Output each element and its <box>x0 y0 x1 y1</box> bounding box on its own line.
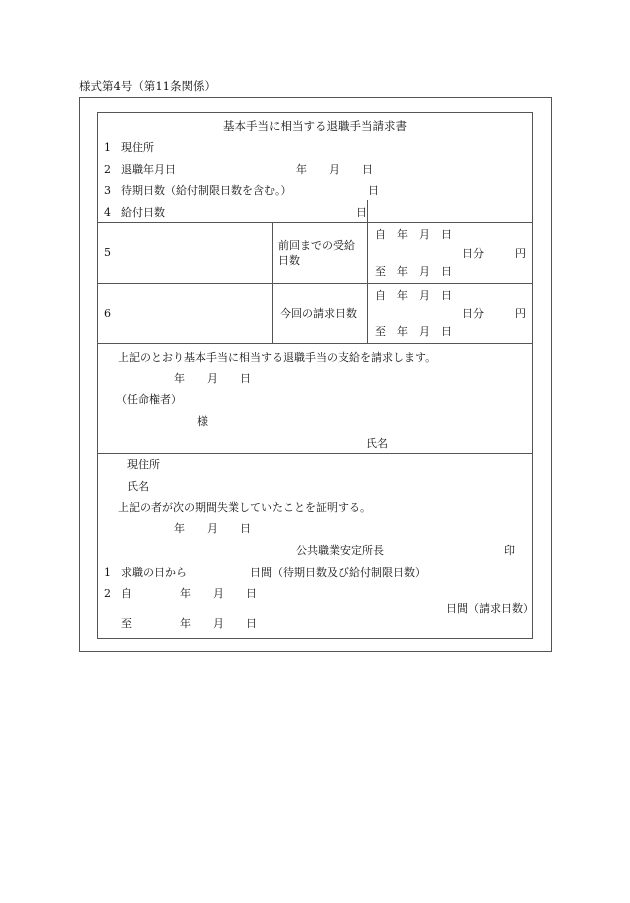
item-number: 3 <box>104 184 111 197</box>
waiting-days-unit: 日 <box>368 184 379 197</box>
period-to-date: 年 月 日 <box>180 617 257 630</box>
seal-mark: 印 <box>504 544 515 557</box>
period-from-label: 自 <box>121 587 132 600</box>
retirement-date-label: 退職年月日 <box>121 163 176 176</box>
previous-days-label-2: 日数 <box>278 254 300 267</box>
yen-unit: 円 <box>515 307 526 320</box>
item-number: 2 <box>104 163 111 176</box>
period-from-date: 年 月 日 <box>180 587 257 600</box>
row-divider <box>97 453 533 454</box>
yen-unit: 円 <box>515 247 526 260</box>
row-divider <box>97 222 533 223</box>
job-search-label: 求職の日から <box>121 566 187 579</box>
waiting-period-days: 日間（待期日数及び給付制限日数） <box>250 566 426 579</box>
item-number: 1 <box>104 566 111 579</box>
period-to-label: 至 <box>121 617 132 630</box>
period-from: 自 年 月 日 <box>375 289 452 302</box>
previous-days-label: 前回までの受給 <box>278 239 355 252</box>
item-number: 1 <box>104 141 111 154</box>
period-to: 至 年 月 日 <box>375 265 452 278</box>
row-divider <box>97 343 533 344</box>
current-address-label: 現住所 <box>121 141 154 154</box>
form-title: 基本手当に相当する退職手当請求書 <box>223 119 407 133</box>
request-statement: 上記のとおり基本手当に相当する退職手当の支給を請求します。 <box>118 351 437 364</box>
item-number: 4 <box>104 206 111 219</box>
days-unit: 日分 <box>462 247 484 260</box>
benefit-days-unit: 日 <box>356 206 367 219</box>
cert-address-label: 現住所 <box>127 458 160 471</box>
cert-statement: 上記の者が次の期間失業していたことを証明する。 <box>118 501 371 514</box>
waiting-days-label: 待期日数（給付制限日数を含む。） <box>121 184 292 197</box>
form-number: 様式第4号（第11条関係） <box>79 79 216 93</box>
cert-date: 年 月 日 <box>174 522 251 535</box>
request-date: 年 月 日 <box>174 372 251 385</box>
claimed-days-label: 日間（請求日数） <box>446 602 534 615</box>
days-unit: 日分 <box>462 307 484 320</box>
benefit-days-label: 給付日数 <box>121 206 165 219</box>
period-to: 至 年 月 日 <box>375 325 452 338</box>
appointer-label: （任命権者） <box>116 393 182 406</box>
item-number: 6 <box>104 307 111 320</box>
current-days-label: 今回の請求日数 <box>280 307 357 320</box>
applicant-name-label: 氏名 <box>366 437 388 450</box>
retirement-date-field: 年 月 日 <box>296 163 373 176</box>
office-label: 公共職業安定所長 <box>296 544 384 557</box>
cert-name-label: 氏名 <box>127 480 149 493</box>
item-number: 5 <box>104 246 111 259</box>
item-number: 2 <box>104 587 111 600</box>
column-divider <box>272 222 273 343</box>
sama-label: 様 <box>197 415 208 428</box>
column-divider <box>367 200 368 343</box>
row-divider <box>97 283 533 284</box>
period-from: 自 年 月 日 <box>375 228 452 241</box>
